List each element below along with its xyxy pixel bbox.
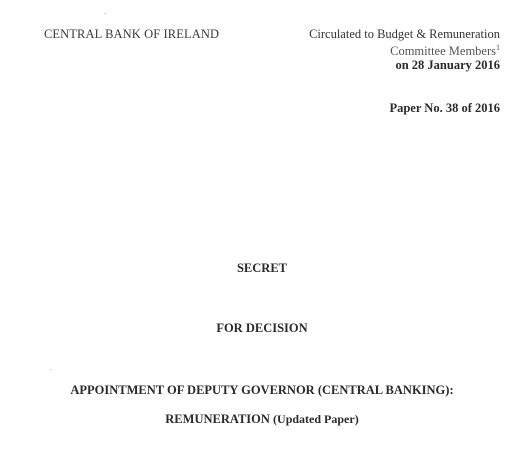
classification-label: SECRET — [236, 261, 288, 275]
circulation-date: on 28 January 2016 — [395, 58, 500, 72]
paper-title-subject: REMUNERATION — [165, 412, 270, 426]
purpose-label: FOR DECISION — [216, 321, 308, 335]
circulation-line-2 — [309, 41, 500, 58]
footnote-marker: 1 — [496, 43, 500, 52]
circulation-line-1: Circulated to Budget & Remuneration — [309, 27, 500, 41]
paper-title-line-2 — [0, 412, 524, 426]
paper-title-line-1: APPOINTMENT OF DEPUTY GOVERNOR (CENTRAL BANKING): — [70, 383, 454, 397]
paper-number: Paper No. 38 of 2016 — [389, 101, 500, 115]
institution-name: CENTRAL BANK OF IRELAND — [44, 27, 220, 41]
circulation-recipients: Committee Members — [390, 44, 496, 58]
circulation-notice — [309, 27, 500, 72]
scan-speck — [104, 13, 106, 14]
paper-title-note: (Updated Paper) — [273, 412, 359, 426]
scan-speck — [50, 369, 52, 370]
